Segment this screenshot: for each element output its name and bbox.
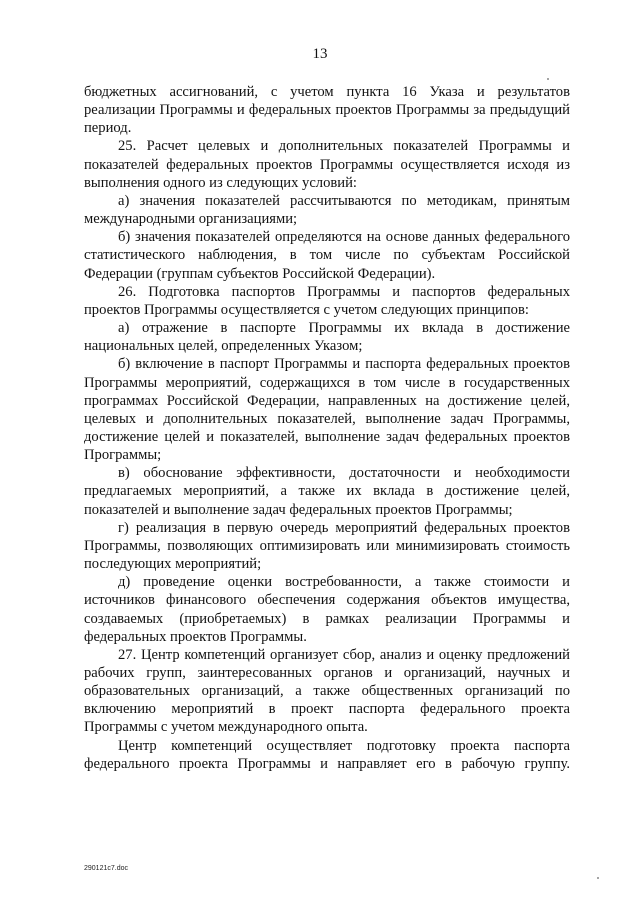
- paragraph-27: 27. Центр компетенций организует сбор, анализ и оценку предложений рабочих групп, заинтересованных органов и организаций, научных и образовательных организаций, а также общественных организаций по включению мероприятий в проект паспорта федерального проекта Программы с учетом международного опыта.: [84, 646, 570, 736]
- document-body: [84, 83, 570, 773]
- page-number: 13: [312, 46, 328, 62]
- paragraph-26-item-v: в) обоснование эффективности, достаточности и необходимости предлагаемых мероприятий, а также их вклада в достижение целей, показателей и выполнение задач федеральных проектов Программы;: [84, 465, 570, 518]
- paragraph-25-item-a: а) значения показателей рассчитываются по методикам, принятым международными организациями;: [84, 192, 570, 228]
- paragraph-26-item-d: д) проведение оценки востребованности, а также стоимости и источников финансового обеспечения содержания объектов имущества, создаваемых (приобретаемых) в рамках реализации Программы и федеральных проектов Программы.: [84, 574, 570, 645]
- scan-speck: [547, 78, 549, 80]
- paragraph-25: 25. Расчет целевых и дополнительных показателей Программы и показателей федеральных проектов Программы осуществляется исходя из выполнения одного из следующих условий:: [84, 138, 570, 191]
- paragraph-27-continued: Центр компетенций осуществляет подготовку проекта паспорта федерального проекта Программы и направляет его в рабочую группу.: [84, 737, 570, 772]
- paragraph-25-item-b: б) значения показателей определяются на основе данных федерального статистического наблюдения, в том числе по субъектам Российской Федерации (группам субъектов Российской Федерации).: [84, 229, 570, 282]
- footer-filename: 290121c7.doc: [84, 865, 128, 872]
- scan-speck: [597, 877, 599, 879]
- paragraph-continuation: бюджетных ассигнований, с учетом пункта 16 Указа и результатов реализации Программы и федеральных проектов Программы за предыдущий период.: [84, 84, 570, 137]
- paragraph-26-item-a: а) отражение в паспорте Программы их вклада в достижение национальных целей, определенных Указом;: [84, 320, 570, 355]
- paragraph-26-item-g: г) реализация в первую очередь мероприятий федеральных проектов Программы, позволяющих оптимизировать или минимизировать стоимость последующих мероприятий;: [84, 519, 570, 573]
- paragraph-26: 26. Подготовка паспортов Программы и паспортов федеральных проектов Программы осуществляется с учетом следующих принципов:: [84, 283, 570, 318]
- paragraph-26-item-b: б) включение в паспорт Программы и паспорта федеральных проектов Программы мероприятий, содержащихся в том числе в государственных программах Российской Федерации, направленных на достижение целей, целевых и дополнительных показателей, выполнение задач Программы, достижение целей и показателей, выполнение задач федеральных проектов Программы;: [84, 356, 570, 464]
